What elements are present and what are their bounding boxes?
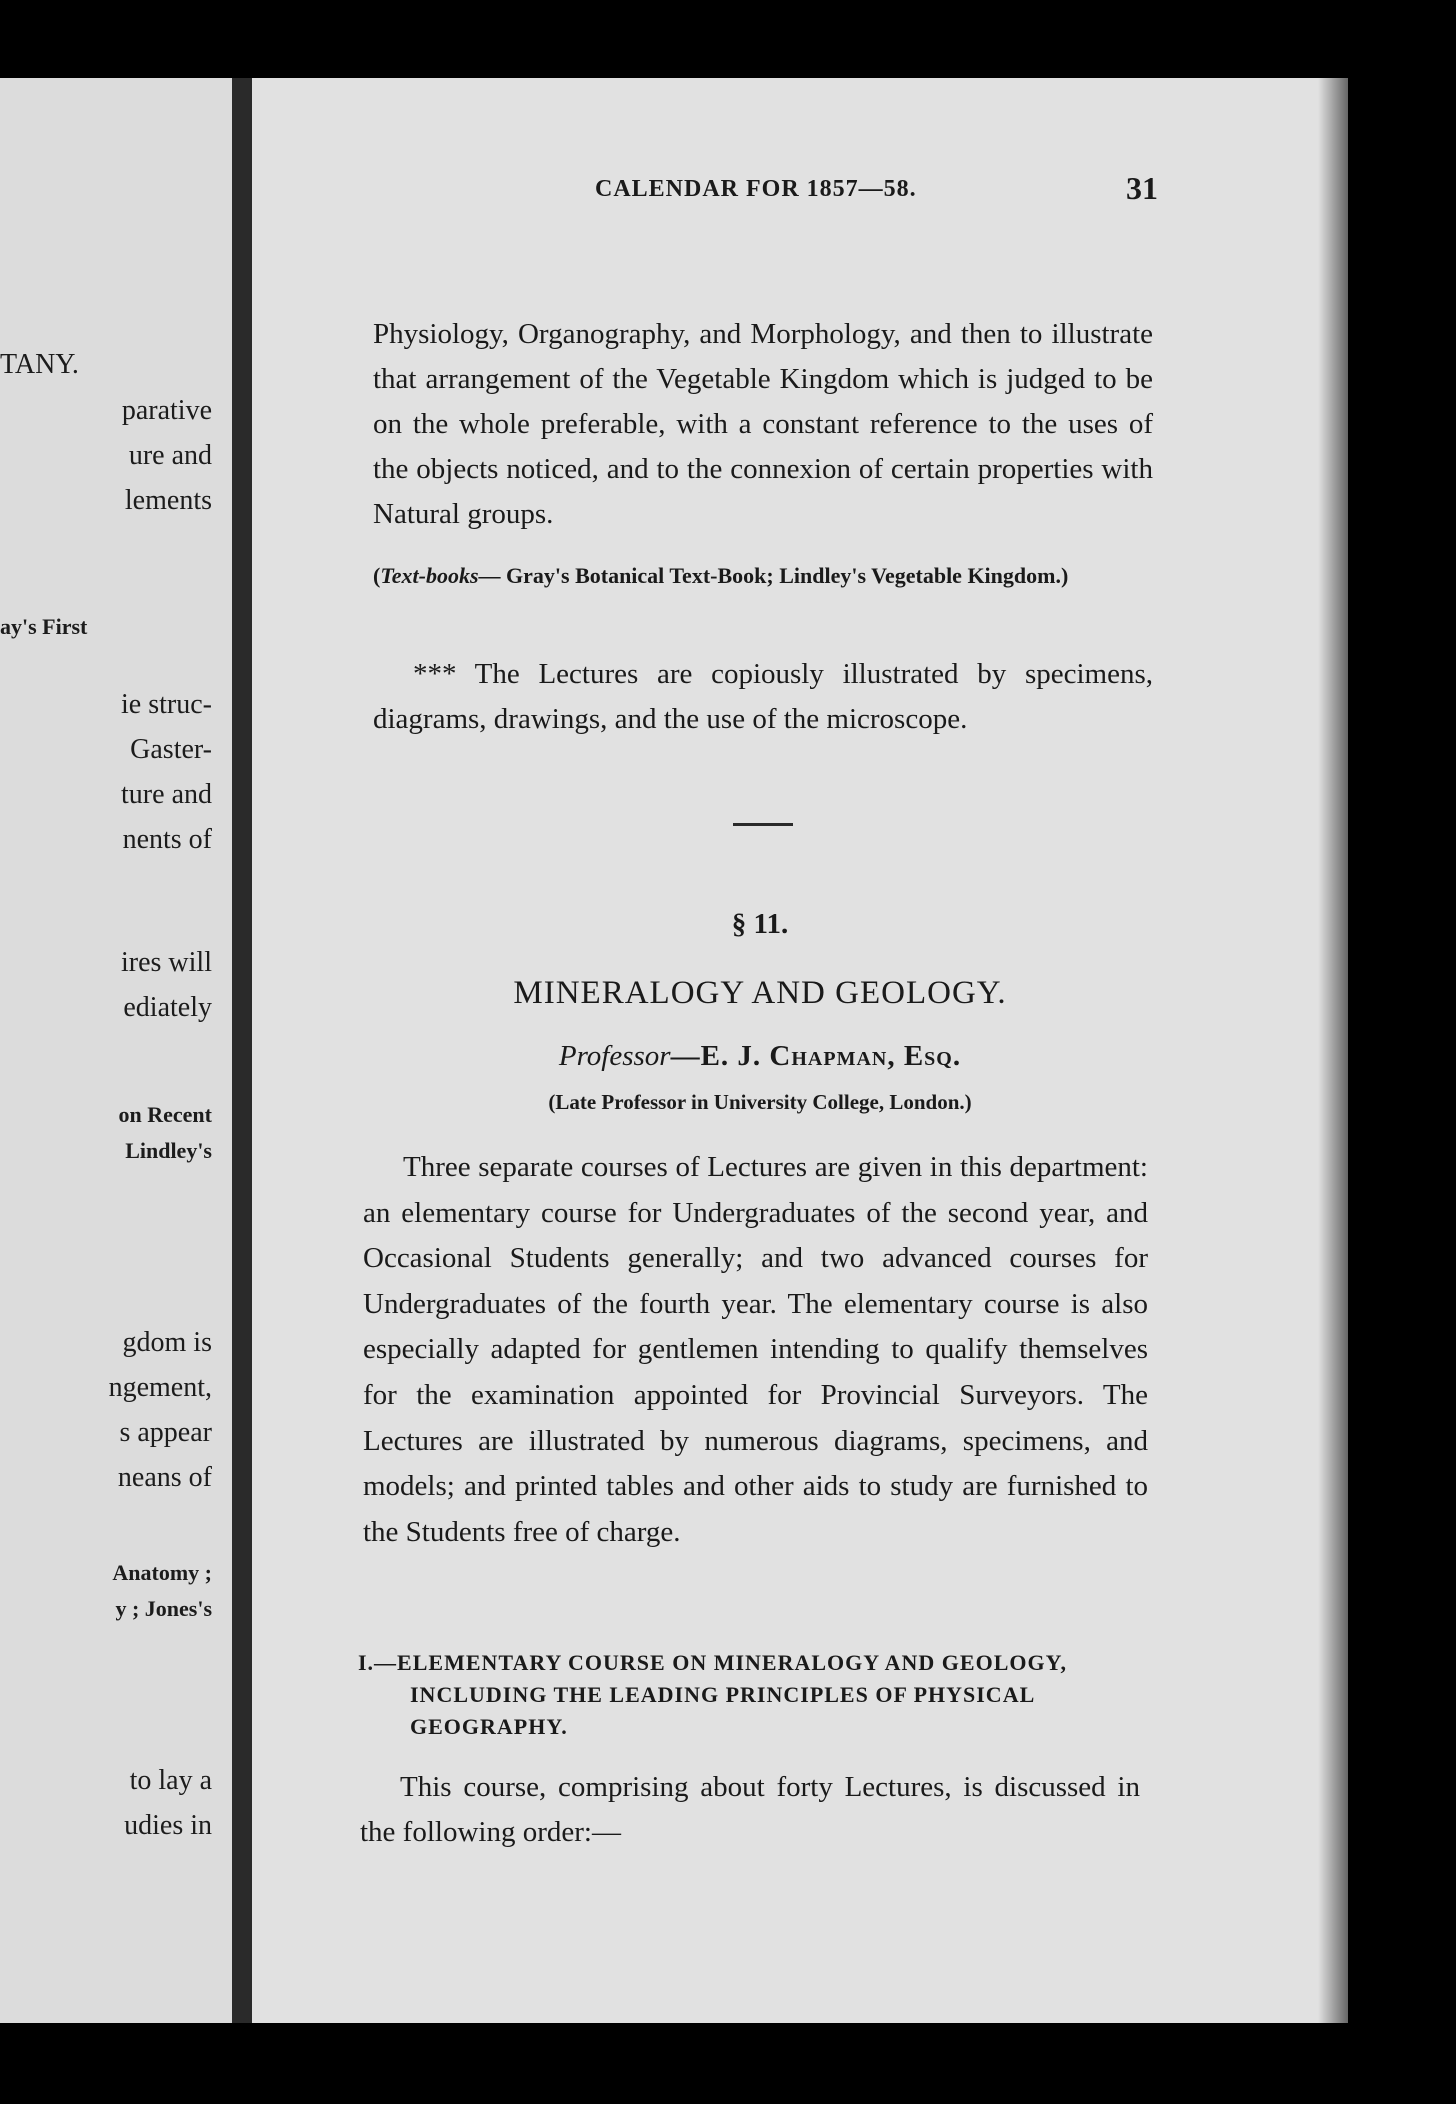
section-divider <box>733 823 793 826</box>
course-heading-line: INCLUDING THE LEADING PRINCIPLES OF PHYSICAL <box>410 1682 1036 1707</box>
left-text-fragment: y ; Jones's <box>115 1596 212 1621</box>
left-text-fragment: udies in <box>124 1810 212 1841</box>
left-text-fragment: ediately <box>123 992 212 1023</box>
left-text-fragment: neans of <box>117 1462 212 1493</box>
left-text-fragment: to lay a <box>129 1765 212 1796</box>
left-text-fragment: Gaster- <box>130 734 212 765</box>
page-edge-shadow <box>1318 78 1348 2023</box>
note-paragraph: *** The Lectures are copiously illustrated by specimens, diagrams, drawings, and the use of the microscope. <box>373 658 1153 735</box>
professor-role: Professor <box>558 1040 671 1072</box>
left-text-fragment: ie struc- <box>121 689 212 720</box>
book-gutter <box>232 78 252 2023</box>
textbooks-note <box>373 560 1153 592</box>
course-heading <box>358 1647 1143 1743</box>
section-title: MINERALOGY AND GEOLOGY. <box>513 975 1007 1011</box>
professor-name: —E. J. Chapman, Esq. <box>670 1040 962 1072</box>
course-description: This course, comprising about forty Lectures, is discussed in the following order:— <box>360 1771 1140 1848</box>
left-text-fragment: ires will <box>121 947 212 978</box>
professor-note: (Late Professor in University College, London.) <box>548 1090 972 1114</box>
textbooks-label: Text-books <box>380 563 479 588</box>
course-heading-line: GEOGRAPHY. <box>410 1714 568 1739</box>
running-header <box>340 170 1158 210</box>
left-text-fragment: ture and <box>121 779 212 810</box>
intro-paragraph: Physiology, Organography, and Morphology, and then to illustrate that arrangement of the Vegetable Kingdom which is judged to be on the whole preferable, with a constant reference to the uses of the objects noticed, and to the connexion of certain properties with Natural groups. <box>373 318 1153 530</box>
main-paragraph: Three separate courses of Lectures are given in this department: an elementary course for Undergraduates of the second year, and Occasional Students generally; and two advanced courses for Undergraduates of the fourth year. The elementary course is also especially adapted for gentlemen intending to qualify themselves for the examination appointed for Provincial Surveyors. The Lectures are illustrated by numerous diagrams, specimens, and models; and printed tables and other aids to study are furnished to the Students free of charge. <box>363 1151 1148 1548</box>
textbooks-text: — Gray's Botanical Text-Book; Lindley's Vegetable Kingdom.) <box>478 563 1069 588</box>
page-number: 31 <box>1126 170 1158 206</box>
left-text-fragment: TANY. <box>0 349 79 380</box>
left-text-fragment: nents of <box>122 824 212 855</box>
left-text-fragment: s appear <box>119 1417 212 1448</box>
left-text-fragment: gdom is <box>122 1327 212 1358</box>
left-page-fragment <box>0 78 232 2023</box>
left-text-fragment: Anatomy ; <box>112 1560 212 1585</box>
textbooks-open: ( <box>373 563 381 588</box>
professor-line <box>360 1040 1160 1073</box>
section-mark: § 11. <box>731 908 789 940</box>
running-header-title: CALENDAR FOR 1857—58. <box>595 176 917 202</box>
left-text-fragment: ngement, <box>108 1372 212 1403</box>
left-text-fragment: lements <box>124 485 212 516</box>
left-text-fragment: Lindley's <box>125 1138 212 1163</box>
left-text-fragment: parative <box>121 395 212 426</box>
course-heading-line: I.—ELEMENTARY COURSE ON MINERALOGY AND GEOLOGY, <box>358 1650 1067 1675</box>
left-text-fragment: ure and <box>128 440 212 471</box>
left-text-fragment: ay's First <box>0 614 88 639</box>
left-text-fragment: on Recent <box>118 1102 212 1127</box>
